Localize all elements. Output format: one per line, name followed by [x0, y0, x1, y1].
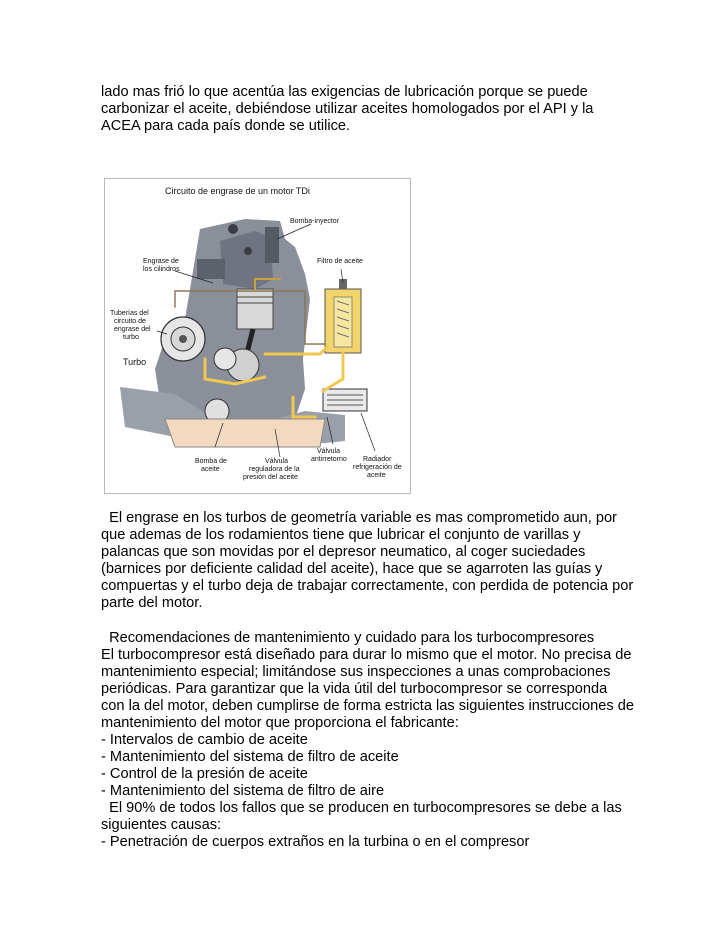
text-line: compuertas y el turbo deja de trabajar correctamente, con perdida de potencia por	[101, 578, 634, 594]
label-engrase-cilindros: Engrase de	[143, 258, 179, 265]
label-valvula-reguladora: presión del aceite	[243, 474, 298, 481]
list-item: - Mantenimiento del sistema de filtro de aire	[101, 783, 385, 799]
text-line: ACEA para cada país donde se utilice.	[101, 118, 351, 134]
text-line: parte del motor.	[101, 595, 203, 611]
label-radiador: Radiador	[363, 456, 392, 463]
text-line: lado mas frió lo que acentúa las exigencias de lubricación porque se puede	[101, 84, 588, 100]
text-line: siguientes causas:	[101, 817, 222, 833]
label-bomba-aceite: Bomba de	[195, 458, 227, 465]
text-line: palancas que son movidas por el depresor neumatico, al coger suciedades	[101, 544, 586, 560]
label-tuberias: circuito de	[114, 318, 146, 325]
list-item: - Intervalos de cambio de aceite	[101, 732, 308, 748]
label-radiador: aceite	[367, 472, 386, 479]
paragraph-3	[101, 630, 661, 800]
label-bomba-aceite: aceite	[201, 466, 220, 473]
figure-title: Circuito de engrase de un motor TDi	[165, 186, 310, 196]
label-valvula-antirretorno: Válvula	[317, 448, 340, 455]
text-line: El engrase en los turbos de geometría variable es mas comprometido aun, por	[101, 510, 617, 526]
section-heading: Recomendaciones de mantenimiento y cuidado para los turbocompresores	[101, 630, 595, 646]
paragraph-4	[101, 800, 661, 851]
list-item: - Penetración de cuerpos extraños en la turbina o en el compresor	[101, 834, 530, 850]
text-line: periódicas. Para garantizar que la vida útil del turbocompresor se corresponda	[101, 681, 608, 697]
label-valvula-reguladora: Válvula	[265, 458, 288, 465]
paragraph-2	[101, 510, 661, 612]
text-line: que ademas de los rodamientos tiene que lubricar el conjunto de varillas y	[101, 527, 581, 543]
text-line: (barnices por deficiente calidad del aceite), hace que se agarroten las guías y	[101, 561, 603, 577]
lubrication-circuit-figure	[104, 178, 411, 494]
label-valvula-antirretorno: antirretorno	[311, 456, 347, 463]
engine-block-drawing	[120, 219, 367, 447]
label-filtro-aceite: Filtro de aceite	[317, 258, 363, 265]
label-tuberias: engrase del	[114, 326, 151, 333]
label-bomba-inyector: Bomba-inyector	[290, 218, 340, 225]
text-line: con la del motor, deben cumplirse de forma estricta las siguientes instrucciones de	[101, 698, 634, 714]
text-line: El turbocompresor está diseñado para durar lo mismo que el motor. No precisa de	[101, 647, 632, 663]
paragraph-1	[101, 84, 661, 135]
label-valvula-reguladora: reguladora de la	[249, 466, 300, 473]
list-item: - Mantenimiento del sistema de filtro de aceite	[101, 749, 399, 765]
label-tuberias: Tuberías del	[110, 310, 149, 317]
label-radiador: refrigeración de	[353, 464, 402, 471]
label-engrase-cilindros: los cilindros	[143, 266, 180, 273]
text-line: mantenimiento especial; limitándose sus inspecciones a unas comprobaciones	[101, 664, 611, 680]
text-line: mantenimiento del motor que proporciona el fabricante:	[101, 715, 459, 731]
label-tuberias: turbo	[123, 334, 139, 341]
text-line: El 90% de todos los fallos que se producen en turbocompresores se debe a las	[101, 800, 622, 816]
text-line: carbonizar el aceite, debiéndose utilizar aceites homologados por el API y la	[101, 101, 594, 117]
list-item: - Control de la presión de aceite	[101, 766, 308, 782]
label-turbo: Turbo	[123, 357, 147, 367]
